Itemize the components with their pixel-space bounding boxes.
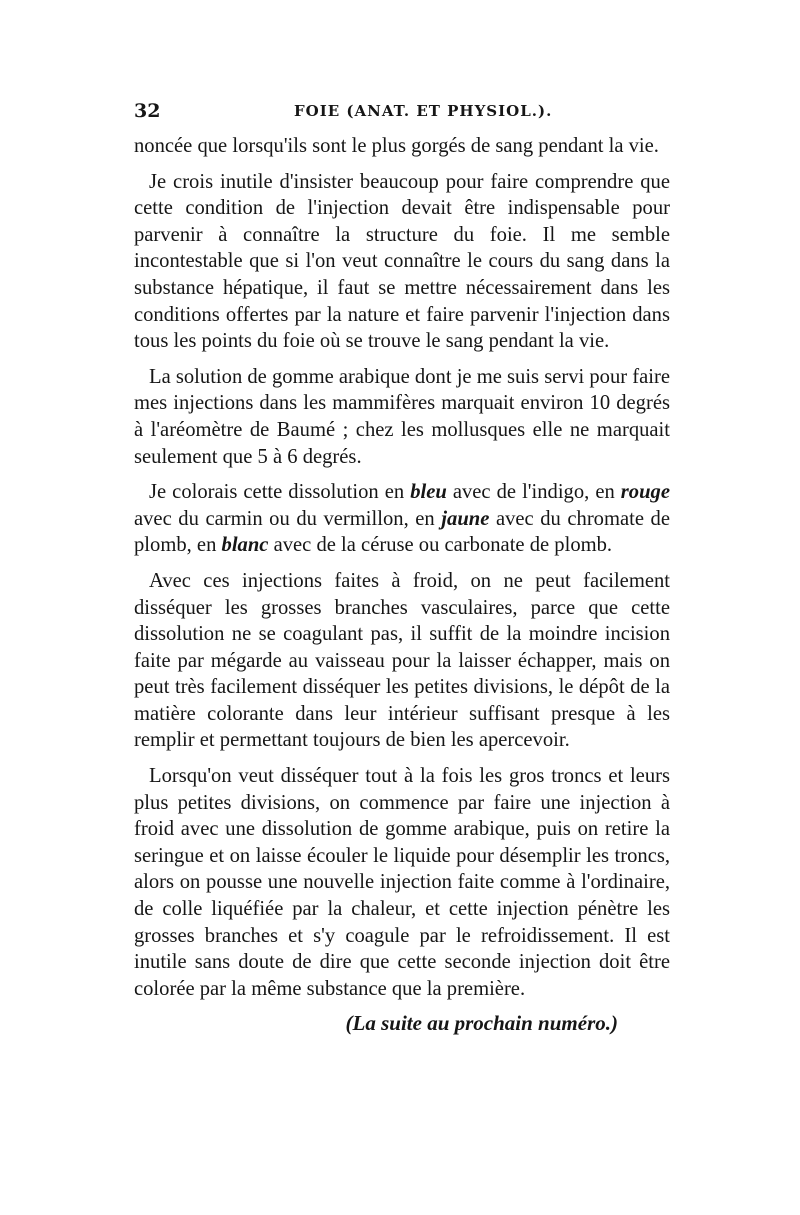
paragraph-text: Je colorais cette dissolution en [149,481,411,504]
italic-term: bleu [410,481,447,504]
paragraph [134,568,670,754]
page-header [134,96,670,126]
continuation-note: (La suite au prochain numéro.) [345,1011,618,1036]
paragraph-text: Lorsqu'on veut disséquer tout à la fois les gros troncs et leurs plus petites divisions, on commence par faire une injection à froid avec une dissolution de gomme arabique, puis on retire la seringue et on laisse écouler le liquide pour désemplir les troncs, alors on pousse une nouvelle injection faite comme à l'ordinaire, de colle liquéfiée par la chaleur, et cette injection pénètre les grosses branches et s'y coagule par le refroidissement. Il est inutile sans doute de dire que cette seconde injection doit être colorée par la même substance que la première. [134,765,670,1000]
paragraph [134,364,670,470]
italic-term: blanc [221,534,269,557]
italic-term: jaune [441,507,490,530]
body-text [134,133,670,1002]
paragraph [134,479,670,559]
paragraph [134,169,670,355]
paragraph-text: avec de l'indigo, en [446,481,621,504]
paragraph-text: avec du chromate de plomb, en [134,507,670,557]
document-page [134,96,670,1036]
paragraph [134,133,670,160]
paragraph-text: La solution de gomme arabique dont je me suis servi pour faire mes injections dans les mammifères marquait environ 10 degrés à l'aréomètre de Baumé ; chez les mollusques elle ne marquait seulement que 5 à 6 degrés. [134,365,670,468]
running-head: FOIE (ANAT. ET PHYSIOL.). [294,102,553,120]
paragraph-text: avec de la céruse ou carbonate de plomb. [268,534,613,557]
paragraph-text: avec du carmin ou du vermillon, en [134,507,442,530]
paragraph [134,763,670,1002]
page-number: 32 [134,100,161,122]
paragraph-text: Je crois inutile d'insister beaucoup pour faire comprendre que cette condition de l'injection devait être indispensable pour parvenir à connaître la structure du foie. Il me semble incontestable que si l'on veut connaître le cours du sang dans la substance hépatique, il faut se mettre nécessairement dans les conditions offertes par la nature et faire parvenir l'injection dans tous les points du foie où se trouve le sang pendant la vie. [134,170,670,353]
paragraph-text: Avec ces injections faites à froid, on ne peut facilement disséquer les grosses branches vasculaires, parce que cette dissolution ne se coagulant pas, il suffit de la moindre incision faite par mégarde au vaisseau pour la laisser échapper, mais on peut très facilement disséquer les petites divisions, le dépôt de la matière colorante dans leur intérieur suffisant presque à les remplir et permettant toujours de bien les apercevoir. [134,569,670,752]
paragraph-text: noncée que lorsqu'ils sont le plus gorgés de sang pendant la vie. [134,135,659,157]
italic-term: rouge [620,481,670,504]
